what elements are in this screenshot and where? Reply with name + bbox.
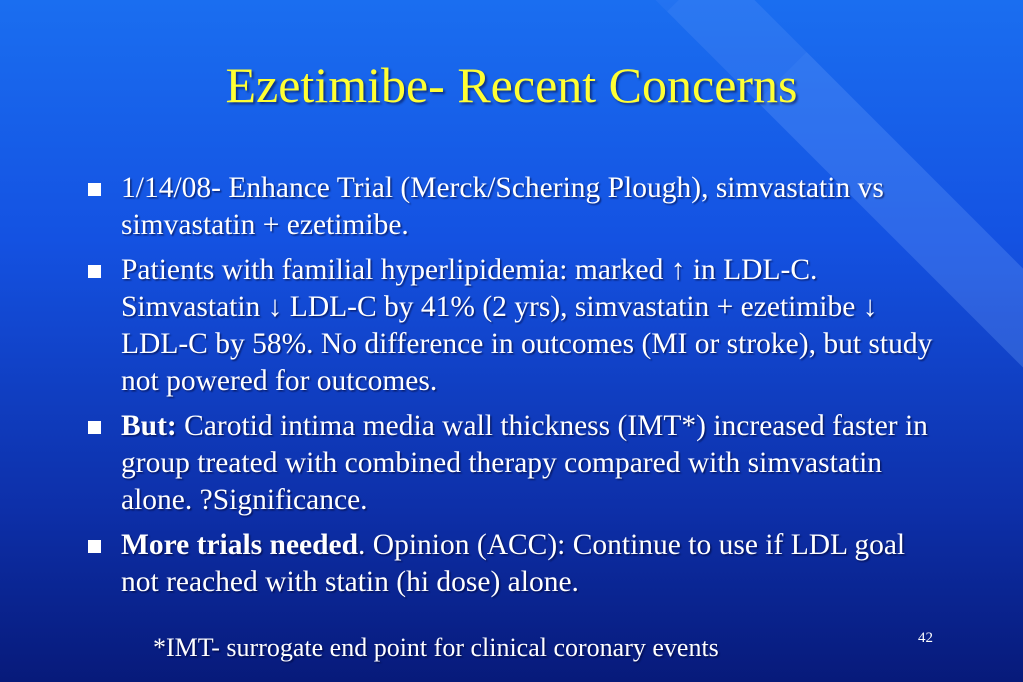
bullet-bold-lead: More trials needed — [121, 529, 359, 561]
bullet-square-icon — [88, 421, 101, 434]
page-number: 42 — [918, 630, 933, 646]
bullet-text: . Opinion (ACC): Continue to use if LDL goal not reached with statin (hi dose) alone. — [121, 529, 906, 598]
bullet-text: Patients with familial hyperlipidemia: marked ↑ in LDL-C. Simvastatin ↓ LDL-C by 41% (2 yrs), simvastatin + ezetimibe ↓ LDL-C by 58%. No difference in outcomes (MI or stroke), but study not powered for outcomes. — [121, 254, 933, 397]
bullet-item — [88, 527, 948, 601]
footnote: *IMT- surrogate end point for clinical coronary events — [153, 633, 719, 662]
bullet-text: Carotid intima media wall thickness (IMT*) increased faster in group treated with combined therapy compared with simvastatin alone. ?Significance. — [121, 410, 928, 516]
bullet-square-icon — [88, 540, 101, 553]
bullet-bold-lead: But: — [121, 410, 177, 442]
bullet-item — [88, 252, 948, 400]
bullet-item — [88, 408, 948, 519]
bullet-square-icon — [88, 183, 101, 196]
slide-title: Ezetimibe- Recent Concerns — [225, 57, 798, 113]
bullet-item — [88, 170, 948, 244]
bullet-list — [88, 170, 948, 609]
bullet-text: 1/14/08- Enhance Trial (Merck/Schering Plough), simvastatin vs simvastatin + ezetimibe. — [121, 172, 884, 241]
bullet-square-icon — [88, 265, 101, 278]
